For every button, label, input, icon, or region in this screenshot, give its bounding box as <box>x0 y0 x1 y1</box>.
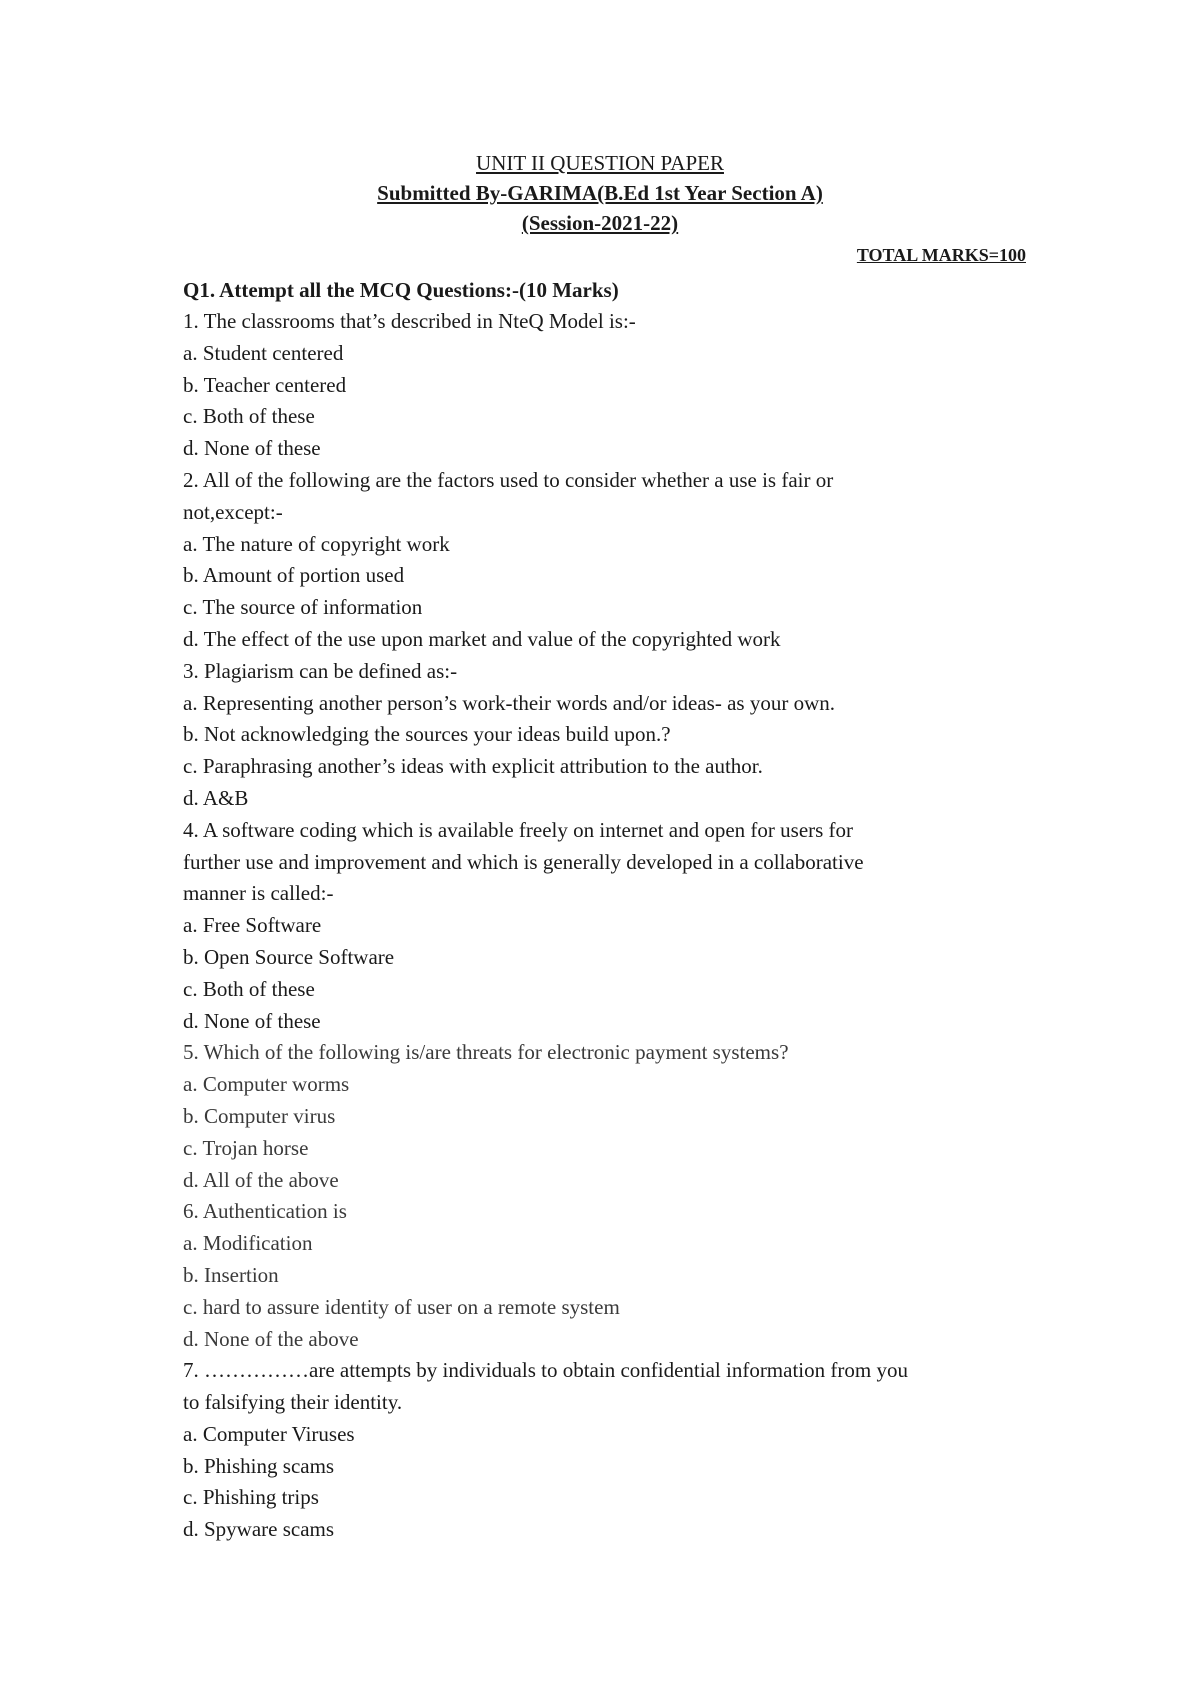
session-info: (Session-2021-22) <box>521 211 679 235</box>
question-2-option-c: c. The source of information <box>183 595 423 620</box>
question-3-option-c: c. Paraphrasing another’s ideas with explicit attribution to the author. <box>183 754 763 779</box>
question-5-option-c: c. Trojan horse <box>183 1135 309 1160</box>
question-5-option-d: d. All of the above <box>183 1167 339 1192</box>
question-7-option-a: a. Computer Viruses <box>183 1421 355 1446</box>
question-2-option-a: a. The nature of copyright work <box>183 531 450 556</box>
question-6-option-b: b. Insertion <box>183 1262 279 1287</box>
question-6-option-c: c. hard to assure identity of user on a remote system <box>183 1294 620 1319</box>
question-1-option-c: c. Both of these <box>183 404 315 429</box>
question-4-text-line-3: manner is called:- <box>183 881 334 906</box>
question-4-option-c: c. Both of these <box>183 976 315 1001</box>
question-6-text: 6. Authentication is <box>183 1199 347 1224</box>
question-1-option-b: b. Teacher centered <box>183 372 347 397</box>
question-5-option-b: b. Computer virus <box>183 1103 336 1128</box>
question-2-option-b: b. Amount of portion used <box>183 563 405 588</box>
question-7-text-line-1: 7. ……………are attempts by individuals to obtain confidential information from you <box>183 1358 908 1383</box>
question-7-option-c: c. Phishing trips <box>183 1485 319 1510</box>
question-3-option-d: d. A&B <box>183 785 249 810</box>
question-7-option-b: b. Phishing scams <box>183 1453 335 1478</box>
question-4-text-line-2: further use and improvement and which is generally developed in a collaborative <box>183 849 864 874</box>
section-heading: Q1. Attempt all the MCQ Questions:-(10 Marks) <box>183 278 619 302</box>
question-section <box>183 274 1043 1546</box>
question-5-text: 5. Which of the following is/are threats for electronic payment systems? <box>183 1040 789 1065</box>
question-7-option-d: d. Spyware scams <box>183 1517 335 1542</box>
question-4-option-b: b. Open Source Software <box>183 944 395 969</box>
question-6-option-a: a. Modification <box>183 1231 313 1256</box>
total-marks: TOTAL MARKS=100 <box>856 245 1026 265</box>
question-4-text-line-1: 4. A software coding which is available freely on internet and open for users for <box>183 817 854 842</box>
question-2-text-line-2: not,except:- <box>183 499 283 524</box>
question-4-option-a: a. Free Software <box>183 913 322 938</box>
paper-title: UNIT II QUESTION PAPER <box>476 151 724 175</box>
question-1-text: 1. The classrooms that’s described in NteQ Model is:- <box>183 309 636 333</box>
question-4-option-d: d. None of these <box>183 1008 321 1033</box>
question-1-option-d: d. None of these <box>183 436 321 461</box>
submitted-by: Submitted By-GARIMA(B.Ed 1st Year Section A) <box>377 181 823 205</box>
question-1-option-a: a. Student centered <box>183 340 344 365</box>
question-3-option-a: a. Representing another person’s work-their words and/or ideas- as your own. <box>183 690 835 715</box>
question-2-option-d: d. The effect of the use upon market and value of the copyrighted work <box>183 626 781 651</box>
paper-header <box>0 148 1200 238</box>
question-3-text: 3. Plagiarism can be defined as:- <box>183 658 458 683</box>
question-7-text-line-2: to falsifying their identity. <box>183 1390 403 1415</box>
question-5-option-a: a. Computer worms <box>183 1072 350 1097</box>
question-3-option-b: b. Not acknowledging the sources your ideas build upon.? <box>183 722 671 747</box>
question-2-text-line-1: 2. All of the following are the factors used to consider whether a use is fair or <box>183 467 834 492</box>
question-6-option-d: d. None of the above <box>183 1326 359 1351</box>
